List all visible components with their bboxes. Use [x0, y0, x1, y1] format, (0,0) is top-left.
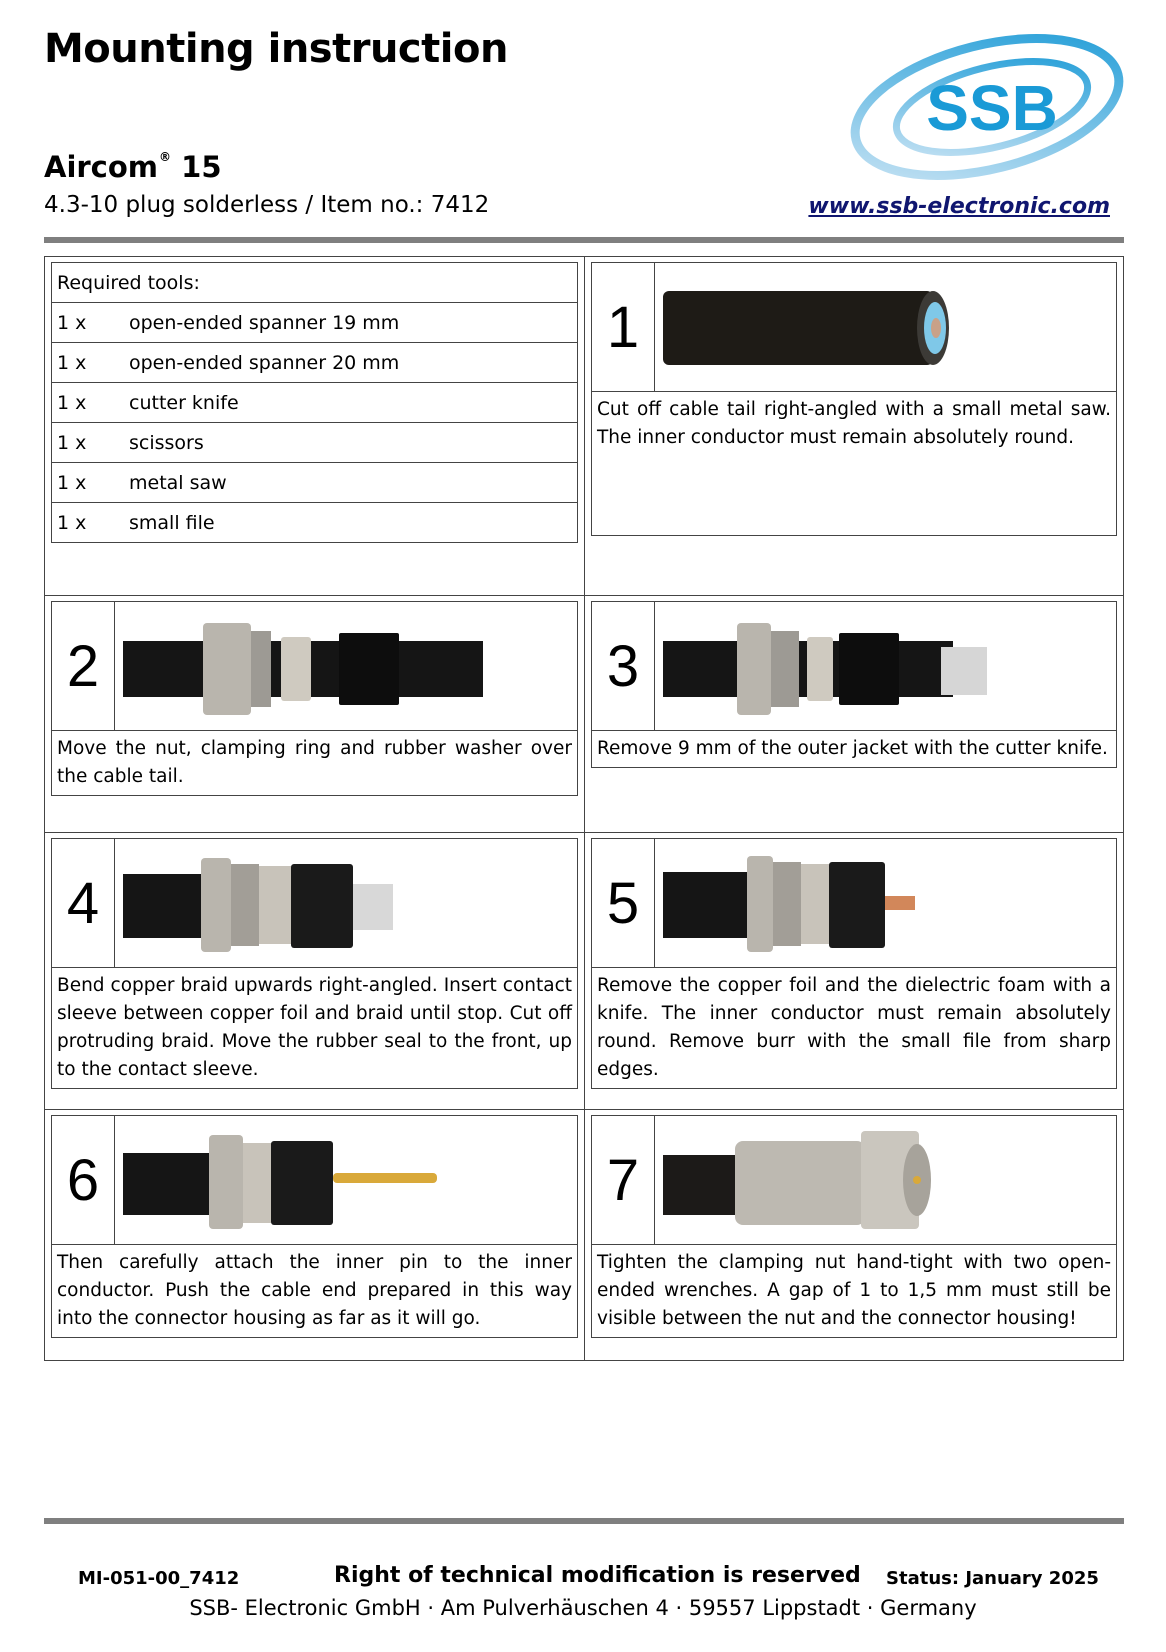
tool-name: scissors: [129, 431, 204, 454]
step-text: Remove 9 mm of the outer jacket with the cutter knife.: [597, 738, 1108, 759]
tool-qty: 1 x: [57, 391, 87, 414]
step-number: 5: [592, 839, 655, 967]
step-text: Bend copper braid upwards right-angled. Insert contact sleeve between copper foil and braid until stop. Cut off protruding braid. Move the rubber seal to the front, up to the contact sleeve.: [57, 975, 572, 1080]
assembled-connector-photo: [655, 1116, 1116, 1244]
grid-row-3: [45, 832, 1123, 1109]
step-6: [51, 1115, 578, 1338]
tool-row: [52, 502, 577, 542]
status-date: Status: January 2025: [886, 1568, 1099, 1589]
tool-qty: 1 x: [57, 511, 87, 534]
step-2: [51, 601, 578, 796]
contact-sleeve-inserted-photo: [115, 839, 577, 967]
nut-ring-washer-on-cable-photo: [115, 602, 577, 730]
inner-pin-attached-photo: [115, 1116, 577, 1244]
step-cell-4: [45, 833, 584, 1109]
tool-qty: 1 x: [57, 471, 87, 494]
step-number: 1: [592, 263, 655, 391]
step-cell-5: [584, 833, 1123, 1109]
tool-name: open-ended spanner 20 mm: [129, 351, 400, 374]
grid-row-2: [45, 595, 1123, 832]
step-cell-2: [45, 596, 584, 832]
grid-row-4: [45, 1109, 1123, 1360]
tool-row: [52, 382, 577, 422]
step-text: Remove the copper foil and the dielectric foam with a knife. The inner conductor must remain absolutely round. Remove burr with the small file from sharp edges.: [597, 975, 1111, 1080]
grid-row-1: [45, 256, 1123, 595]
ssb-logo: [842, 22, 1132, 192]
step-number: 4: [52, 839, 115, 967]
tool-row: [52, 302, 577, 342]
product-subtitle: 4.3-10 plug solderless / Item no.: 7412: [44, 192, 490, 218]
tool-name: cutter knife: [129, 391, 239, 414]
step-5: [591, 838, 1117, 1089]
required-tools-table: [51, 262, 578, 543]
product-brand: Aircom: [44, 150, 159, 184]
step-text: Cut off cable tail right-angled with a small metal saw. The inner conductor must remain absolutely round.: [597, 399, 1111, 448]
step-text: Move the nut, clamping ring and rubber washer over the cable tail.: [57, 738, 572, 787]
product-name: [44, 150, 222, 184]
jacket-removed-photo: [655, 602, 1116, 730]
tool-qty: 1 x: [57, 351, 87, 374]
step-cell-1: [584, 257, 1123, 595]
tools-cell: [45, 257, 584, 595]
step-cell-7: [584, 1110, 1123, 1360]
document-id: MI-051-00_7412: [78, 1568, 240, 1589]
step-cell-3: [584, 596, 1123, 832]
step-1: [591, 262, 1117, 536]
tool-row: [52, 342, 577, 382]
step-3: [591, 601, 1117, 768]
tool-name: open-ended spanner 19 mm: [129, 311, 400, 334]
cable-cut-end-photo: [655, 263, 1116, 391]
step-text: Then carefully attach the inner pin to the inner conductor. Push the cable end prepared in this way into the connector housing as far as it will go.: [57, 1252, 572, 1329]
step-4: [51, 838, 578, 1089]
step-7: [591, 1115, 1117, 1338]
tool-row: [52, 462, 577, 502]
tools-heading-label: Required tools:: [57, 271, 200, 294]
tool-name: small file: [129, 511, 215, 534]
website-link[interactable]: www.ssb-electronic.com: [808, 194, 1110, 219]
step-number: 7: [592, 1116, 655, 1244]
tool-name: metal saw: [129, 471, 227, 494]
tool-row: [52, 422, 577, 462]
company-address: SSB- Electronic GmbH · Am Pulverhäuschen 4 · 59557 Lippstadt · Germany: [189, 1596, 977, 1620]
tool-qty: 1 x: [57, 431, 87, 454]
step-cell-6: [45, 1110, 584, 1360]
inner-conductor-exposed-photo: [655, 839, 1116, 967]
instruction-grid: [44, 256, 1124, 1361]
modification-notice: Right of technical modification is reserved: [334, 1563, 861, 1588]
step-number: 2: [52, 602, 115, 730]
tools-heading: [52, 263, 577, 302]
logo-text: SSB: [926, 72, 1058, 144]
tool-qty: 1 x: [57, 311, 87, 334]
top-divider: [44, 237, 1124, 243]
step-text: Tighten the clamping nut hand-tight with two open-ended wrenches. A gap of 1 to 1,5 mm must still be visible between the nut and the connector housing!: [597, 1252, 1111, 1329]
step-number: 3: [592, 602, 655, 730]
bottom-divider: [44, 1518, 1124, 1524]
registered-mark: ®: [159, 150, 172, 164]
product-number: 15: [181, 150, 222, 184]
page-title: Mounting instruction: [44, 26, 508, 72]
step-number: 6: [52, 1116, 115, 1244]
